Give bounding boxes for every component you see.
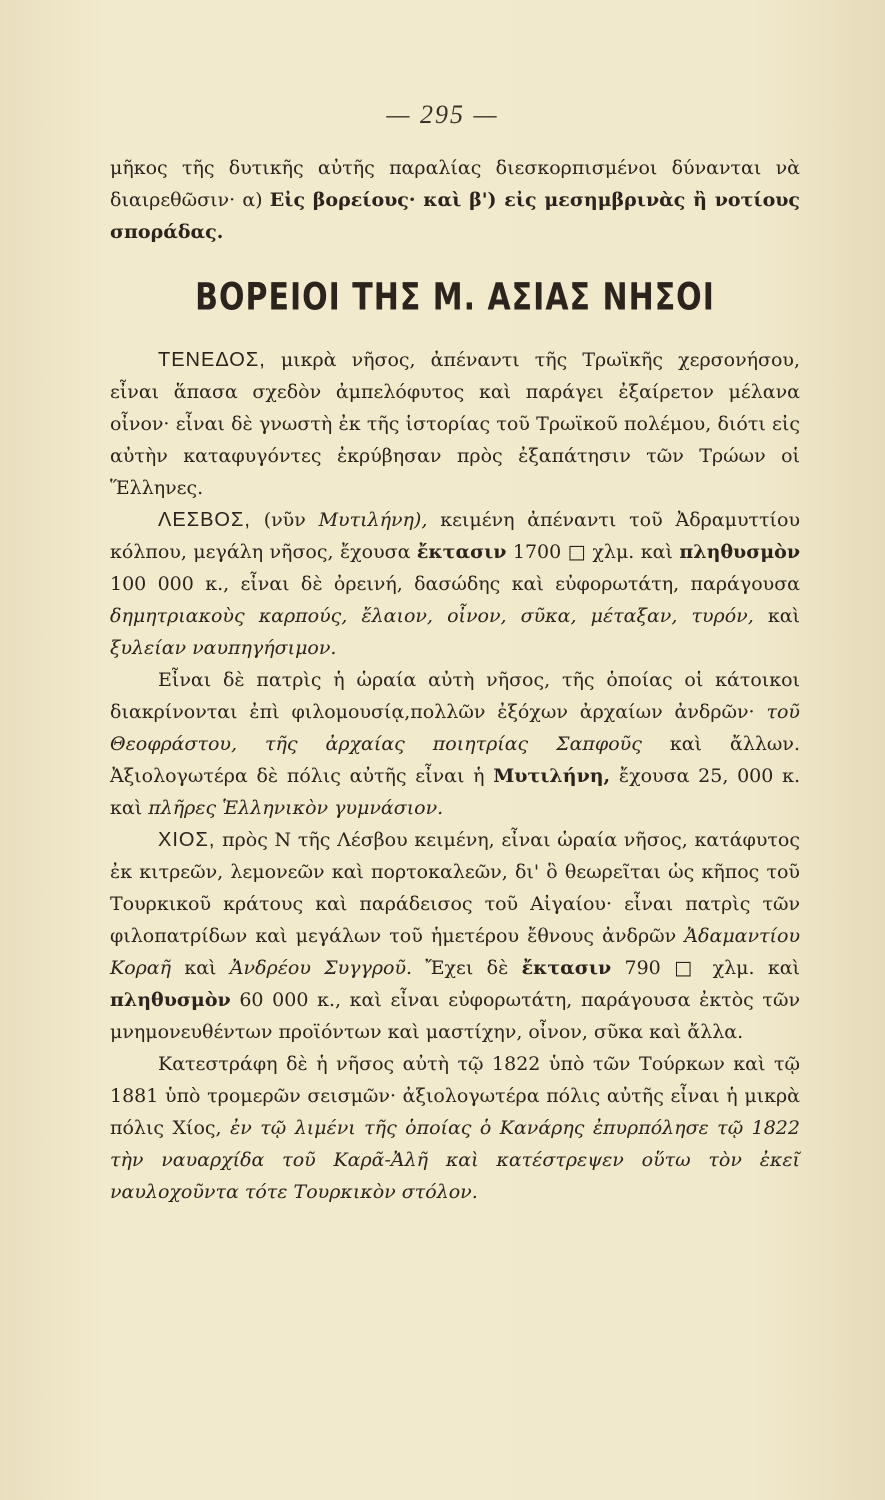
chios-text-2: καὶ (171, 957, 230, 979)
lesvos-text-2: κειμένη ἀπέναντι τοῦ Ἀδραμυττίου κόλπου, μεγάλη νῆσος, ἔχουσα (110, 509, 800, 563)
chios-name: ΧΙΟΣ, (158, 829, 216, 851)
lesvos-timber: ξυλείαν ναυπηγήσιμον. (110, 637, 337, 659)
chios-area-value: 790 □ χλμ. καὶ (611, 957, 801, 979)
lesvos-modern-name: Μυτιλήνη), (318, 509, 428, 531)
intro-bold: Εἰς βορείους· καὶ β') εἰς μεσημβρινὰς ἢ νοτίους σποράδας. (110, 189, 800, 243)
chios-population-value: 60 000 κ., καὶ εἶναι εὐφορωτάτη, παράγουσα ἐκτὸς τῶν μνημονευθέντων προϊόντων καὶ μαστίχην, οἶνον, σῦκα καὶ ἄλλα. (110, 989, 800, 1043)
chios-korais: Ἀδαμαντίου Κοραῆ (110, 925, 800, 979)
section-heading: ΒΟΡΕΙΟΙ ΤΗΣ Μ. ΑΣΙΑΣ ΝΗΣΟΙ (195, 275, 715, 320)
chios-syngros: Ἀνδρέου Συγγροῦ. (229, 957, 413, 979)
tenedos-name: ΤΕΝΕΔΟΣ, (158, 349, 266, 371)
lesvos-area-label: ἔκτασιν (416, 541, 507, 563)
lesvos-city: Μυτιλήνη, (493, 765, 611, 787)
lesvos-paragraph-2 (110, 664, 800, 824)
text-body (110, 152, 800, 1208)
lesvos-para2-text-3: ἔχουσα 25, 000 κ. καὶ (110, 765, 800, 819)
intro-text: μῆκος τῆς δυτικῆς αὐτῆς παραλίας διεσκορπισμένοι δύνανται νὰ διαιρεθῶσιν· α) (110, 157, 800, 211)
lesvos-text-3: καὶ (753, 605, 800, 627)
lesvos-population-value: 100 000 κ., εἶναι δὲ ὀρεινή, δασώδης καὶ εὐφορωτάτη, παράγουσα (110, 573, 800, 595)
chios-paragraph (110, 824, 800, 1048)
lesvos-gymnasium: πλῆρες Ἑλληνικὸν γυμνάσιον. (148, 797, 444, 819)
lesvos-population-label: πληθυσμὸν (679, 541, 801, 563)
chios-paragraph-2 (110, 1048, 800, 1208)
tenedos-paragraph (110, 344, 800, 504)
chios-kanaris: ἐν τῷ λιμένι τῆς ὁποίας ὁ Κανάρης ἐπυρπόλησε τῷ 1822 τὴν ναυαρχίδα τοῦ Καρᾶ-Ἀλῆ καὶ κατέστρεψεν οὕτω τὸν ἐκεῖ ναυλοχοῦντα τότε Τουρκικὸν στόλον. (110, 1117, 800, 1203)
lesvos-para2-text-1: Εἶναι δὲ πατρὶς ἡ ὡραία αὐτὴ νῆσος, τῆς ὁποίας οἱ κάτοικοι διακρίνονται ἐπὶ φιλομουσίᾳ,πολλῶν ἐξόχων ἀρχαίων ἀνδρῶν· (110, 669, 800, 723)
intro-paragraph (110, 152, 800, 248)
chios-para2-text: Κατεστράφη δὲ ἡ νῆσος αὐτὴ τῷ 1822 ὑπὸ τῶν Τούρκων καὶ τῷ 1881 ὑπὸ τρομερῶν σεισμῶν· ἀξιολογωτέρα πόλις αὐτῆς εἶναι ἡ μικρὰ πόλις Χίος, (110, 1053, 800, 1139)
lesvos-text-1: (νῦν (250, 509, 319, 531)
tenedos-text: μικρὰ νῆσος, ἀπέναντι τῆς Τρωϊκῆς χερσονήσου, εἶναι ἅπασα σχεδὸν ἀμπελόφυτος καὶ παράγει ἐξαίρετον μέλανα οἶνον· εἶναι δὲ γνωστὴ ἐκ τῆς ἱστορίας τοῦ Τρωϊκοῦ πολέμου, διότι εἰς αὐτὴν καταφυγόντες ἐκρύβησαν πρὸς ἐξαπάτησιν τῶν Τρώων οἱ Ἕλληνες. (110, 349, 800, 499)
lesvos-products: δημητριακοὺς καρπούς, ἔλαιον, οἶνον, σῦκα, μέταξαν, τυρόν, (110, 605, 754, 627)
lesvos-area-value: 1700 □ χλμ. καὶ (506, 541, 680, 563)
chios-text-3: Ἔχει δὲ (412, 957, 522, 979)
chios-area-label: ἔκτασιν (521, 957, 612, 979)
lesvos-name: ΛΕΣΒΟΣ, (158, 509, 251, 531)
lesvos-notables: τοῦ Θεοφράστου, τῆς ἀρχαίας ποιητρίας Σαπφοῦς (110, 701, 800, 755)
chios-population-label: πληθυσμὸν (110, 989, 231, 1011)
lesvos-paragraph (110, 504, 800, 664)
chios-text-1: πρὸς Ν τῆς Λέσβου κειμένη, εἶναι ὡραία νῆσος, κατάφυτος ἐκ κιτρεῶν, λεμονεῶν καὶ πορτοκαλεῶν, δι' ὃ θεωρεῖται ὡς κῆπος τοῦ Τουρκικοῦ κράτους καὶ παράδεισος τοῦ Αἰγαίου· εἶναι πατρὶς τῶν φιλοπατρίδων καὶ μεγάλων τοῦ ἡμετέρου ἔθνους ἀνδρῶν (110, 829, 800, 947)
page-number: — 295 — (386, 100, 499, 129)
lesvos-para2-text-2: καὶ ἄλλων. Ἀξιολογωτέρα δὲ πόλις αὐτῆς εἶναι ἡ (110, 733, 800, 787)
